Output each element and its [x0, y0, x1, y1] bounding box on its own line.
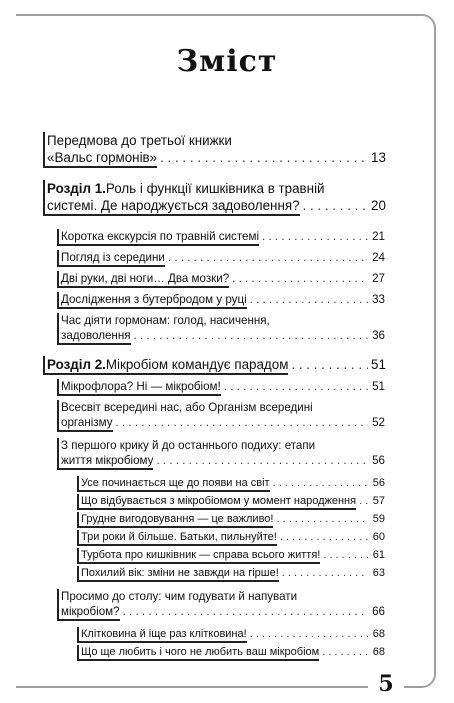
entry-bracket-left: [57, 589, 59, 619]
toc-entry-title: Мікробіом командує парадом: [105, 357, 289, 372]
toc-page-number: 21: [372, 230, 385, 243]
entry-bracket-bottom: [57, 619, 120, 621]
toc-page-number: 66: [372, 605, 385, 618]
toc-entry-title: Похилий вік: зміни не завжди на гірше!: [81, 567, 279, 579]
entry-bracket-left: [77, 512, 79, 526]
toc-entry[interactable]: [47, 229, 385, 244]
entry-bracket-left: [57, 229, 59, 244]
dot-leader: [160, 149, 368, 166]
toc-entry-title: Передмова до третьої книжки: [47, 133, 232, 148]
entry-bracket-bottom: [77, 544, 277, 546]
entry-bracket-bottom: [57, 307, 247, 309]
toc-entry-title: Час діяти гормонам: голод, насичення,: [61, 314, 270, 327]
toc-page-number: 51: [371, 357, 386, 372]
toc-page-number: 63: [372, 567, 385, 579]
entry-bracket-bottom: [77, 641, 247, 643]
toc-page-number: 61: [372, 549, 385, 561]
toc-page-number: 13: [371, 150, 386, 165]
entry-bracket-left: [77, 494, 79, 508]
toc-entry[interactable]: [47, 438, 385, 468]
toc-page-number: 56: [372, 454, 385, 467]
toc-entry[interactable]: [47, 627, 385, 641]
toc-page-number: 60: [372, 531, 385, 543]
entry-bracket-bottom: [57, 286, 229, 288]
toc-entry-title: Погляд із середини: [61, 251, 165, 264]
dot-leader: [322, 645, 368, 659]
toc-page-number: 27: [372, 272, 385, 285]
section-label: Розділ 1.: [47, 181, 106, 196]
toc-entry[interactable]: [47, 180, 385, 214]
dot-leader: [273, 476, 368, 490]
dot-leader: [168, 250, 368, 265]
entry-bracket-bottom: [43, 166, 157, 168]
toc-entry[interactable]: [47, 589, 385, 619]
toc-page-number: 51: [372, 380, 385, 393]
toc-entry[interactable]: [47, 566, 385, 580]
entry-bracket-left: [77, 530, 79, 544]
toc-entry-title: Клітковина й іще раз клітковина!: [81, 628, 247, 640]
dot-leader: [276, 512, 368, 526]
toc-entry-title: Турбота про кишківник — справа всього життя!: [81, 549, 321, 561]
page-number: 5: [368, 670, 404, 698]
dot-leader: [291, 356, 368, 373]
entry-bracket-left: [43, 132, 45, 166]
toc-entry[interactable]: [47, 476, 385, 490]
entry-bracket-left: [77, 627, 79, 641]
dot-leader: [123, 604, 368, 619]
toc-entry-title: З першого крику й до останнього подиху: етапи: [61, 439, 316, 452]
toc-entry-title: життя мікробіому: [61, 454, 154, 467]
toc-page-number: 59: [372, 513, 385, 525]
toc-page-number: 33: [372, 293, 385, 306]
entry-bracket-left: [57, 271, 59, 286]
dot-leader: [262, 229, 368, 244]
toc-entry-title: Коротка екскурсія по травній системі: [61, 230, 260, 243]
toc-page-number: 68: [372, 646, 385, 658]
entry-bracket-bottom: [57, 394, 221, 396]
toc-entry[interactable]: [47, 530, 385, 544]
toc-page-number: 24: [372, 251, 385, 264]
entry-bracket-left: [57, 292, 59, 307]
entry-bracket-left: [77, 645, 79, 659]
dot-leader: [250, 292, 368, 307]
toc-entry-title: задоволення: [61, 329, 131, 342]
toc-entry[interactable]: [47, 292, 385, 307]
entry-bracket-bottom: [77, 580, 279, 582]
entry-bracket-bottom: [43, 214, 300, 216]
toc-entry-title: мікробіом?: [61, 605, 120, 618]
toc-page-number: 56: [372, 477, 385, 489]
entry-bracket-bottom: [77, 526, 273, 528]
dot-leader: [303, 197, 368, 214]
entry-bracket-bottom: [77, 490, 270, 492]
toc-entry-title: Дві руки, дві ноги… Два мозки?: [61, 272, 230, 285]
entry-bracket-bottom: [57, 244, 259, 246]
entry-bracket-bottom: [57, 265, 165, 267]
dot-leader: [282, 566, 368, 580]
toc-entry-title: організму: [61, 416, 113, 429]
toc-entry-title: Три роки й більше. Батьки, пильнуйте!: [81, 531, 277, 543]
entry-bracket-left: [77, 476, 79, 490]
toc-page-number: 52: [372, 416, 385, 429]
toc-page-number: 57: [372, 495, 385, 507]
toc-entry[interactable]: [47, 400, 385, 430]
toc-entry[interactable]: [47, 250, 385, 265]
toc-page-number: 36: [372, 329, 385, 342]
entry-bracket-bottom: [57, 430, 113, 432]
entry-bracket-left: [77, 548, 79, 562]
toc-entry[interactable]: [47, 548, 385, 562]
dot-leader: [116, 415, 368, 430]
toc-entry[interactable]: [47, 356, 385, 373]
toc-entry-title: Роль і функції кишківника в травній: [105, 181, 325, 196]
toc-page-number: 68: [372, 628, 385, 640]
toc-page-number: 20: [371, 198, 386, 213]
toc-entry-title: Що ще любить і чого не любить ваш мікробіом: [81, 646, 320, 658]
toc-entry-title: «Вальс гормонів»: [47, 150, 158, 165]
toc-entry-title: Дослідження з бутербродом у руці: [61, 293, 247, 306]
toc-entry[interactable]: [47, 271, 385, 286]
section-label: Розділ 2.: [47, 357, 106, 372]
entry-bracket-bottom: [43, 373, 288, 375]
toc-entry[interactable]: [47, 313, 385, 343]
entry-bracket-bottom: [57, 468, 153, 470]
toc-entry[interactable]: [47, 132, 385, 166]
toc-entry[interactable]: [47, 494, 385, 508]
toc-entry[interactable]: [47, 645, 385, 659]
entry-bracket-left: [77, 566, 79, 580]
entry-bracket-bottom: [57, 343, 131, 345]
dot-leader: [232, 271, 368, 286]
toc-entry[interactable]: [47, 379, 385, 394]
entry-bracket-bottom: [77, 562, 320, 564]
dot-leader: [280, 530, 368, 544]
toc-entry-title: Грудне вигодовування — це важливо!: [81, 513, 274, 525]
toc-entry-title: Всесвіт всередині нас, або Організм всередині: [61, 401, 313, 414]
entry-bracket-left: [57, 379, 59, 394]
dot-leader: [134, 328, 369, 343]
entry-bracket-bottom: [77, 508, 356, 510]
entry-bracket-bottom: [77, 659, 319, 661]
toc-entry[interactable]: [47, 512, 385, 526]
entry-bracket-left: [57, 438, 59, 468]
toc-entry-title: Мікрофлора? Ні — мікробіом!: [61, 380, 221, 393]
dot-leader: [250, 627, 368, 641]
toc-entry-title: Просимо до столу: чим годувати й напувати: [61, 590, 298, 603]
dot-leader: [359, 494, 368, 508]
page-title: Зміст: [176, 44, 278, 79]
toc-entry-title: системі. Де народжується задоволення?: [47, 198, 300, 213]
entry-bracket-left: [57, 400, 59, 430]
dot-leader: [224, 379, 368, 394]
entry-bracket-left: [43, 180, 45, 214]
dot-leader: [156, 453, 368, 468]
toc-entry-title: Що відбувається з мікробіомом у момент народження: [81, 495, 357, 507]
entry-bracket-left: [57, 313, 59, 343]
dot-leader: [323, 548, 368, 562]
entry-bracket-left: [43, 356, 45, 373]
entry-bracket-left: [57, 250, 59, 265]
toc-entry-title: Усе починається ще до появи на світ: [81, 477, 270, 489]
page-frame: [16, 14, 436, 688]
